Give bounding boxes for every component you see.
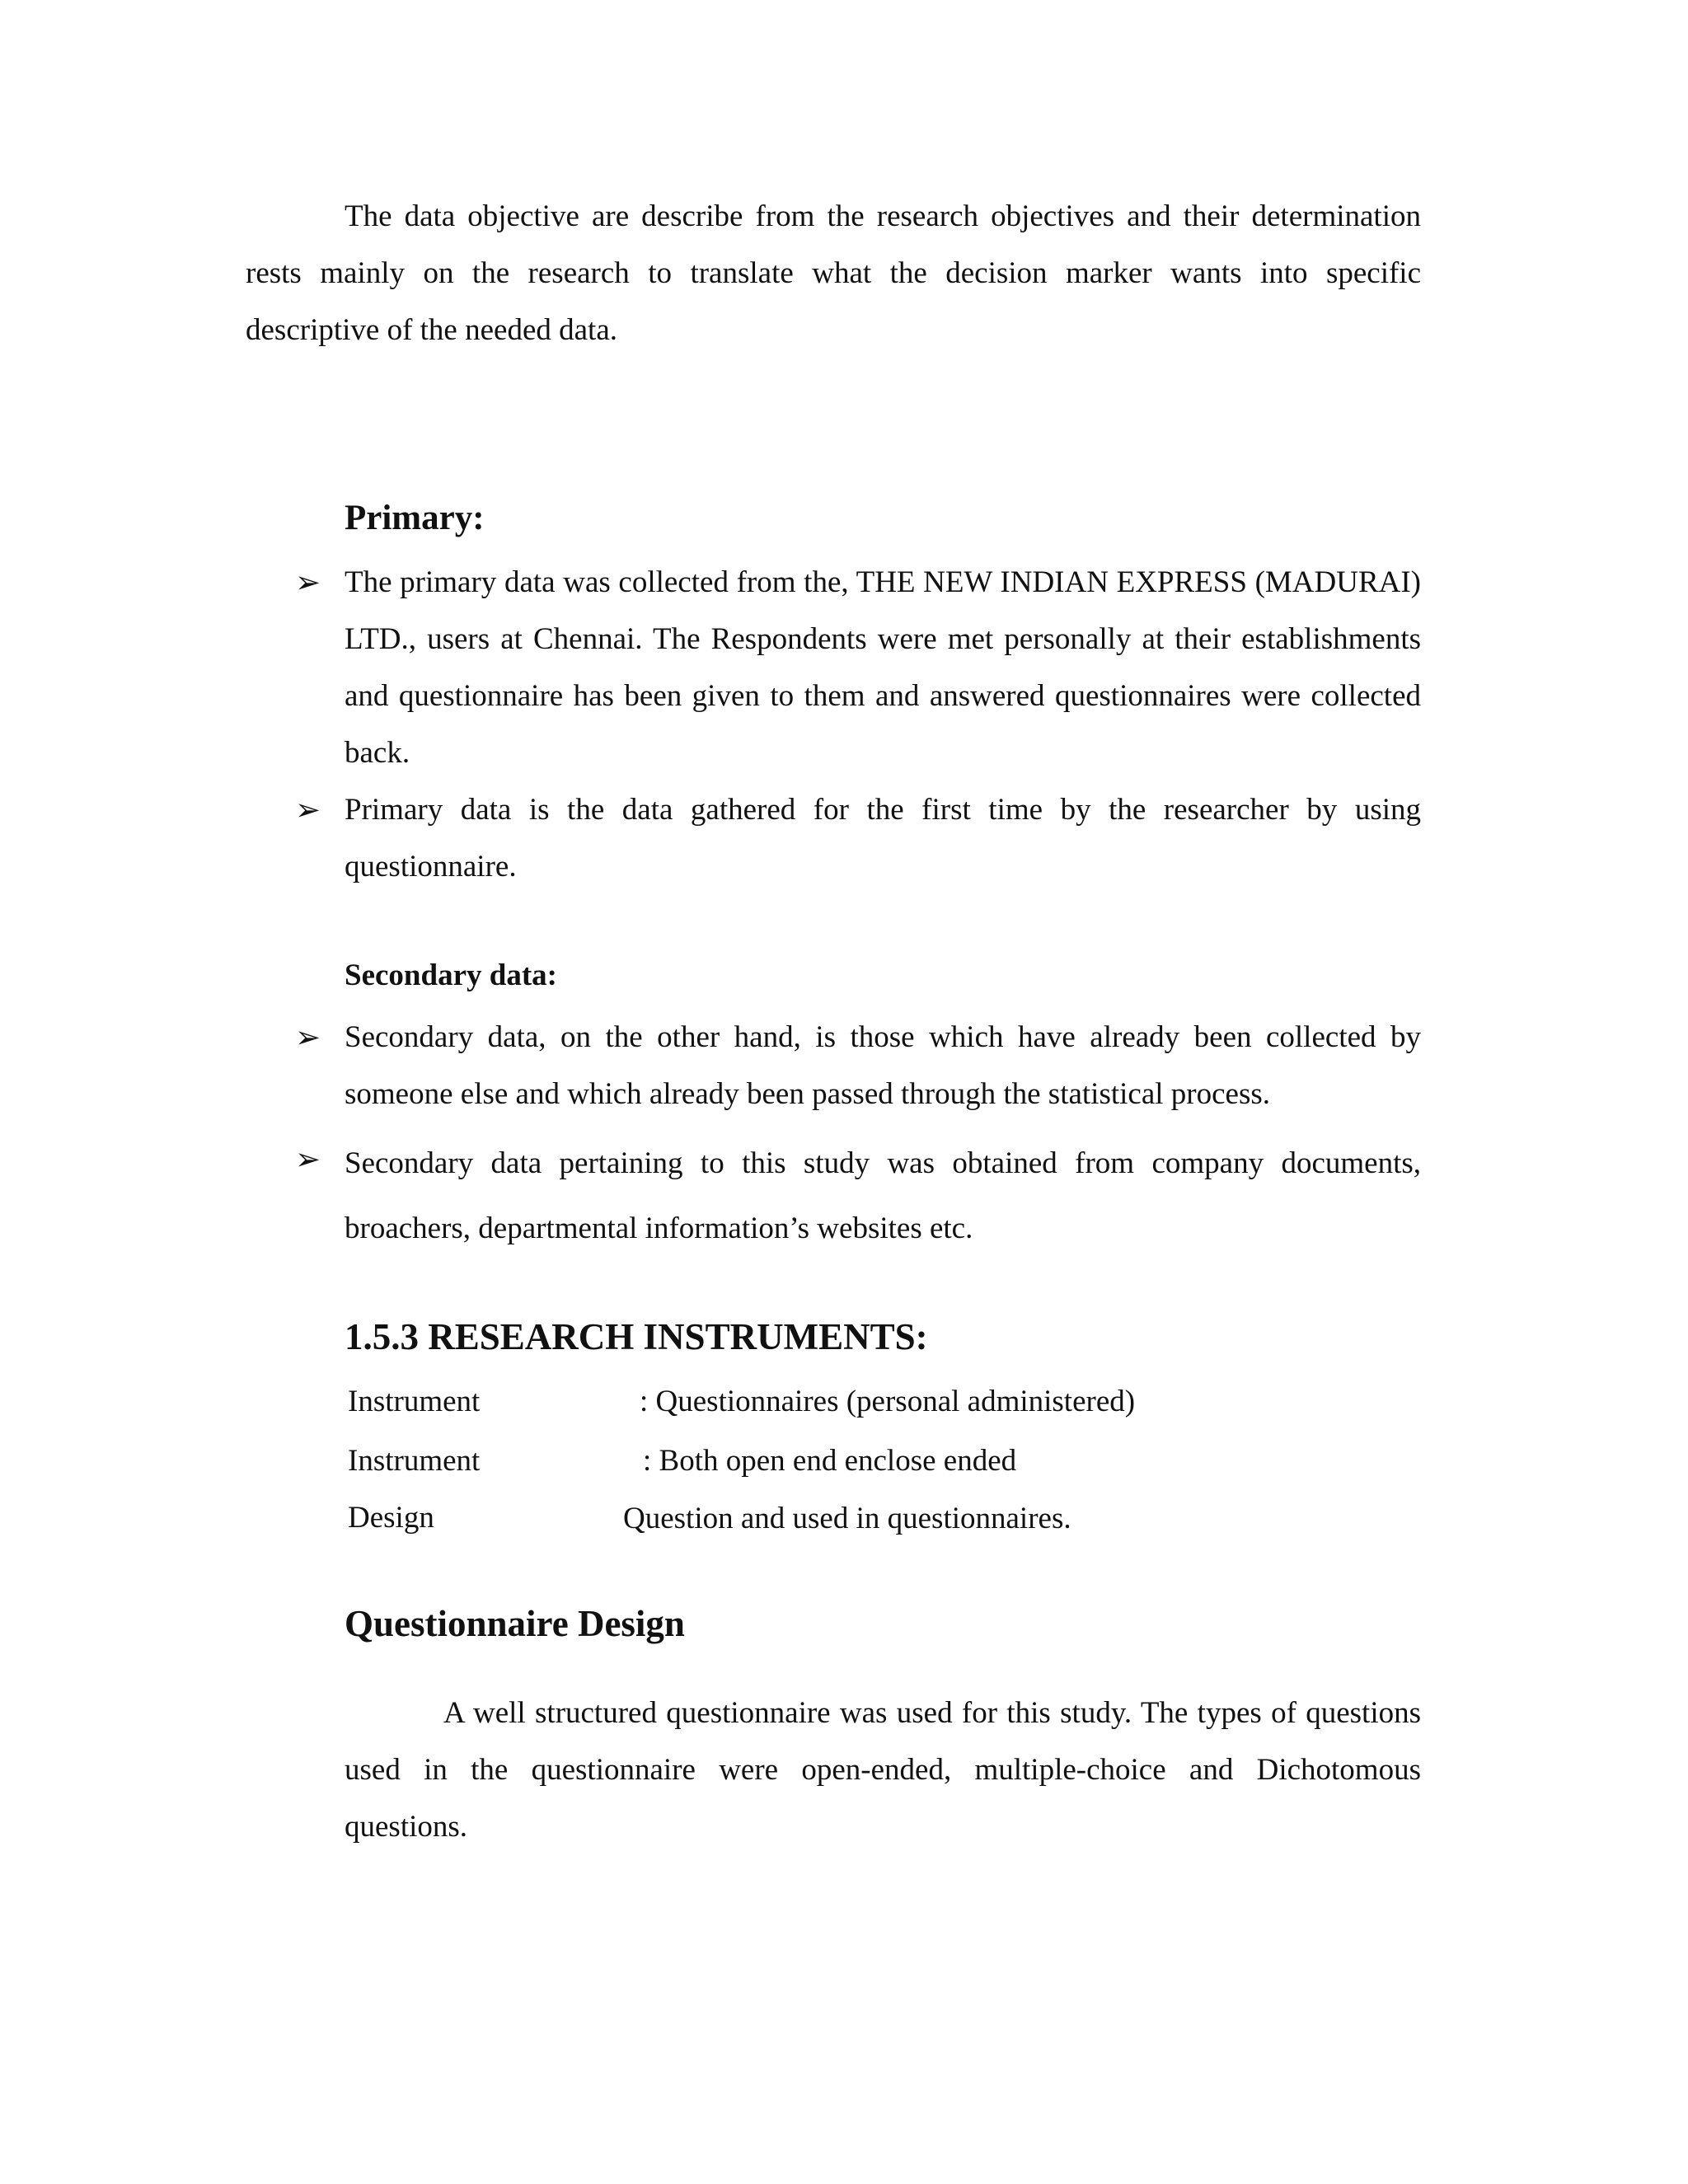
intro-paragraph: The data objective are describe from the research objectives and their determination rests mainly on the research to translate what the decision marker wants into specific descriptive of the needed data. xyxy=(246,199,1421,347)
list-item xyxy=(0,1131,1421,1261)
instrument-design-continuation: Question and used in questionnaires. xyxy=(623,1502,1071,1535)
instrument-label: Instrument xyxy=(348,1385,481,1418)
arrow-bullet-icon: ➢ xyxy=(295,1141,321,1177)
list-item xyxy=(0,554,1421,781)
secondary-bullet-text-1: Secondary data, on the other hand, is those which have already been collected by someone else and which already been passed through the statistical process. xyxy=(345,1020,1421,1111)
arrow-bullet-icon: ➢ xyxy=(295,792,321,827)
primary-bullet-text-1: The primary data was collected from the, THE NEW INDIAN EXPRESS (MADURAI) LTD., users at Chennai. The Respondents were met personally at their establishments and questionnaire has been given to them and answered questionnaires were collected back. xyxy=(345,565,1421,770)
primary-heading: Primary: xyxy=(345,499,485,537)
list-item xyxy=(0,1009,1421,1122)
list-item xyxy=(0,781,1421,895)
instrument-value: : Questionnaires (personal administered) xyxy=(640,1385,1136,1418)
questionnaire-design-paragraph: A well structured questionnaire was used for this study. The types of questions used in the questionnaire were open-ended, multiple-choice and Dichotomous questions. xyxy=(345,1696,1421,1844)
arrow-bullet-icon: ➢ xyxy=(295,565,321,600)
arrow-bullet-icon: ➢ xyxy=(295,1019,321,1055)
instrument-design-label: Instrument Design xyxy=(348,1444,481,1535)
secondary-bullet-list xyxy=(0,1009,1421,1261)
secondary-heading: Secondary data: xyxy=(345,958,557,992)
primary-bullet-text-2: Primary data is the data gathered for the first time by the researcher by using questionnaire. xyxy=(345,793,1421,883)
secondary-bullet-text-2: Secondary data pertaining to this study was obtained from company documents, broachers, departmental information’s websites etc. xyxy=(345,1146,1421,1245)
instrument-design-value: : Both open end enclose ended xyxy=(643,1444,1017,1478)
research-instruments-heading: 1.5.3 RESEARCH INSTRUMENTS: xyxy=(345,1316,928,1357)
primary-bullet-list xyxy=(0,554,1421,895)
questionnaire-design-heading: Questionnaire Design xyxy=(345,1603,685,1644)
